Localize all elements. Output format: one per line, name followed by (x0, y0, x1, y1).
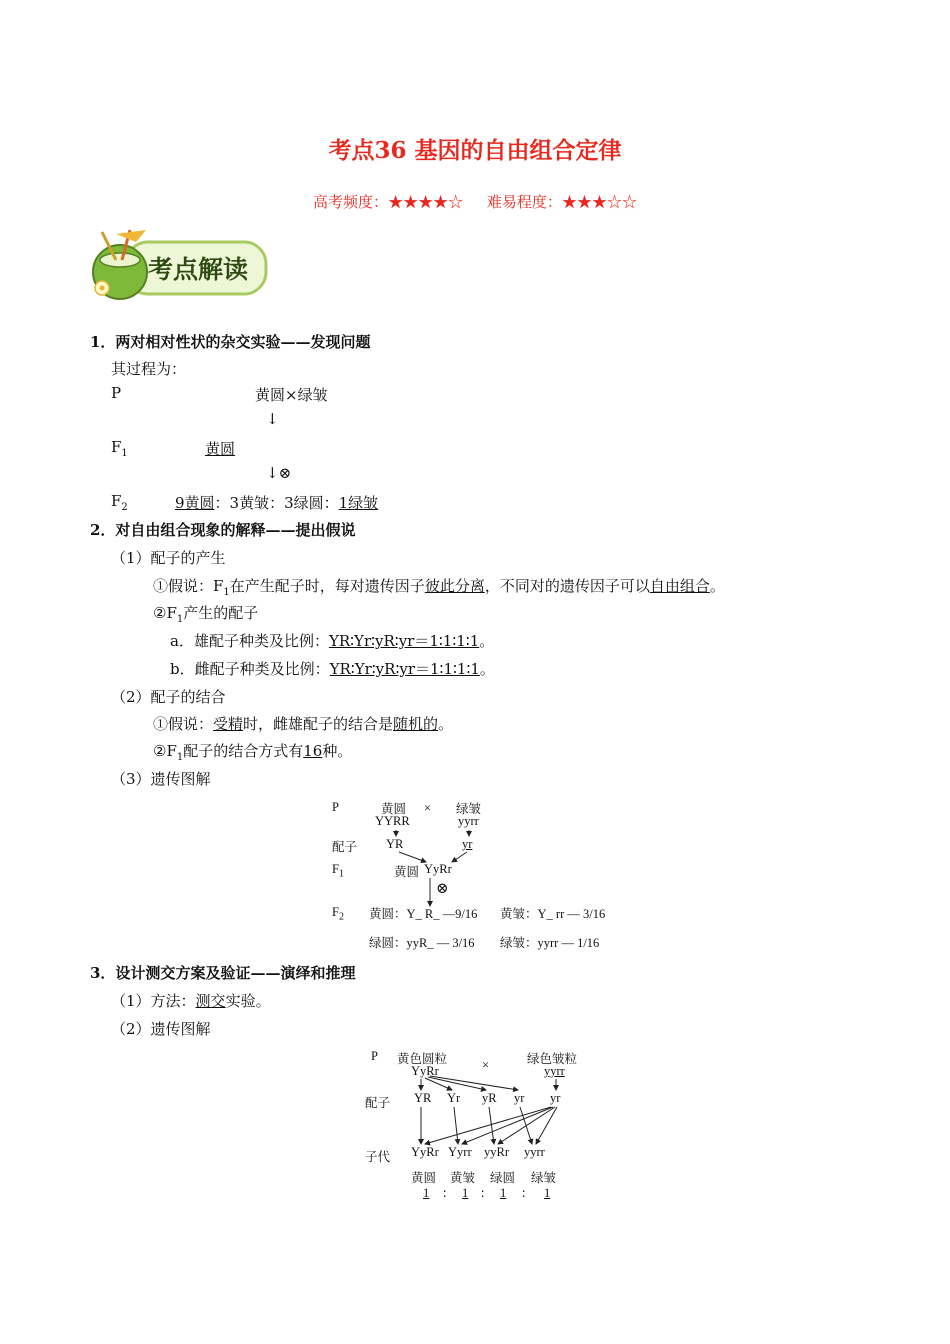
d2-cross: × (482, 1058, 490, 1072)
d1-gamete-label: 配子 (332, 840, 358, 854)
d1-f1-geno: YyRr (424, 862, 452, 876)
page-title: 考点36 基因的自由组合定律 (328, 137, 622, 164)
d1-result-1: 黄圆：Y_ R_ —9/16 (369, 907, 478, 921)
d2-offspring: YyRr (411, 1145, 439, 1159)
d2-gamete: yr (514, 1091, 525, 1105)
s2-sub1-title: （1）配子的产生 (111, 549, 226, 567)
d1-f1-label: $F_1$ (332, 862, 344, 880)
d2-p2-geno: yyrr (544, 1064, 565, 1078)
d2-offspring: yyrr (524, 1145, 545, 1159)
d2-offspring: yyRr (484, 1145, 509, 1159)
d1-p-label: P (332, 800, 339, 814)
s2-sub3-title: （3）遗传图解 (111, 770, 211, 788)
section1-heading: 1．两对相对性状的杂交实验——发现问题 (90, 333, 371, 351)
d2-offspring: Yyrr (448, 1145, 472, 1159)
s2-hypothesis-2: ①假说：受精时，雌雄配子的结合是随机的。 (153, 715, 454, 733)
p-cross: 黄圆×绿皱 (255, 386, 328, 404)
d2-ratio: 1 (462, 1186, 469, 1200)
d2-ratio: 1 (544, 1186, 551, 1200)
frequency-label: 高考频度： (313, 193, 389, 211)
d1-f2-label: $F_2$ (332, 905, 344, 923)
d2-p-label: P (371, 1049, 378, 1063)
d1-result-2: 黄皱：Y_ rr — 3/16 (500, 907, 606, 921)
d1-p2-geno: yyrr (458, 814, 479, 828)
d2-colon: ∶ (522, 1187, 526, 1201)
f2-label: $F_2$ (111, 492, 128, 513)
d2-p1-geno: YyRr (411, 1064, 439, 1078)
d2-colon: ∶ (481, 1187, 485, 1201)
difficulty-label: 难易程度： (486, 193, 562, 211)
s3-diagram-title: （2）遗传图解 (111, 1020, 211, 1038)
d2-colon: ∶ (443, 1187, 447, 1201)
difficulty-stars: ★★★☆☆ (561, 193, 637, 211)
d1-gamete-1: YR (386, 837, 404, 851)
arrow-down: ↓ (266, 410, 279, 428)
f1-value: 黄圆 (205, 440, 236, 458)
s2-sub2-title: （2）配子的结合 (111, 688, 226, 706)
f1-label: $F_1$ (111, 438, 128, 459)
d1-p1-pheno: 黄圆 (381, 802, 407, 816)
section2-heading: 2．对自由组合现象的解释——提出假说 (90, 521, 356, 539)
d2-gamete-tester: yr (550, 1091, 561, 1105)
d1-self-symbol: ⊗ (436, 881, 449, 897)
d1-result-3: 绿圆：yyR_ — 3/16 (369, 936, 475, 950)
d2-ratio: 1 (423, 1186, 430, 1200)
d1-p2-pheno: 绿皱 (456, 802, 482, 816)
d1-f1-pheno: 黄圆 (394, 865, 420, 879)
frequency-stars: ★★★★☆ (388, 193, 464, 211)
female-gametes: b．雌配子种类及比例：YR∶Yr∶yR∶yr＝1∶1∶1∶1。 (170, 660, 495, 678)
d2-ratio: 1 (500, 1186, 507, 1200)
d1-cross: × (424, 801, 432, 815)
s3-method: （1）方法：测交实验。 (111, 992, 271, 1010)
d1-gamete-2: yr (462, 837, 473, 851)
section1-intro: 其过程为： (111, 360, 187, 378)
d2-gamete: Yr (447, 1091, 461, 1105)
section3-heading: 3．设计测交方案及验证——演绎和推理 (90, 964, 356, 982)
p-label: P (111, 384, 122, 402)
d2-gamete: YR (414, 1091, 432, 1105)
s2-hypothesis-1: ①假说：$F_1$在产生配子时，每对遗传因子彼此分离，不同对的遗传因子可以自由组合。 (153, 577, 725, 598)
s2-combinations: $②F_1$配子的结合方式有16种。 (153, 742, 353, 763)
d2-p2-pheno: 绿色皱粒 (527, 1052, 578, 1066)
arrow-self-cross: ↓⊗ (266, 464, 292, 482)
d2-pheno: 黄圆 (411, 1171, 437, 1185)
d2-pheno: 绿圆 (490, 1171, 516, 1185)
male-gametes: a．雄配子种类及比例：YR∶Yr∶yR∶yr＝1∶1∶1∶1。 (170, 632, 495, 650)
d2-pheno: 黄皱 (450, 1171, 476, 1185)
d2-gamete-label: 配子 (365, 1096, 391, 1110)
d1-p1-geno: YYRR (375, 814, 410, 828)
d2-gamete: yR (482, 1091, 497, 1105)
d2-pheno: 绿皱 (531, 1171, 557, 1185)
f2-ratio: 9黄圆：3黄皱：3绿圆：1绿皱 (175, 494, 379, 512)
s2-gametes-title: $②F_1$产生的配子 (153, 604, 259, 625)
badge-text: 考点解读 (148, 255, 249, 284)
d2-p1-pheno: 黄色圆粒 (397, 1052, 448, 1066)
d2-offspring-label: 子代 (365, 1150, 391, 1164)
d1-result-4: 绿皱：yyrr — 1/16 (500, 936, 600, 950)
